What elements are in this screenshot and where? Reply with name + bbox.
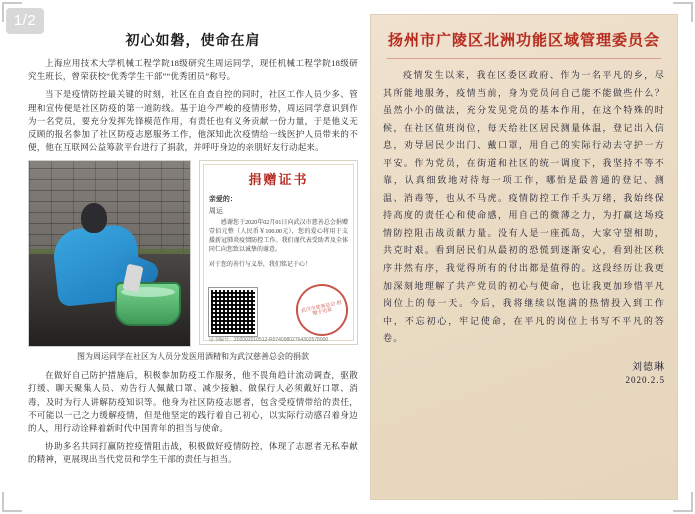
article-paragraph: 当下是疫情防控最关键的时刻，社区在自查自控的同时，社区工作人员少多、管理和宣传便是社区防疫的第一道防线。基于迫今严峻的疫情形势，周运同学意识到作为一名党员，要充分发挥先锋模范作用，有责任也有义务贡献一份力量，于是他义无反顾的报名参加了社区防疫志愿服务工作，他深知此次疫情给一线医护人员带来的不便，他在互联网公益筹款平台进行了捐款，并呼吁身边的亲朋好友行动起来。 xyxy=(28,89,358,153)
certificate-body-text: 感谢您于2020年02月01日向武汉市慈善总会捐赠壹佰元整（人民币￥100.00元），您的爱心将用于支援新冠肺炎疫情防控工作。我们谨代表受助者及全体同仁向您致以诚挚的谢意。 xyxy=(208,220,348,254)
photo-volunteer-head xyxy=(81,203,107,233)
charity-seal-stamp: 武汉市慈善总会 捐赠专用章 xyxy=(291,279,353,341)
letter-date: 2020.2.5 xyxy=(625,374,665,385)
volunteer-photo xyxy=(28,160,191,347)
certificate-number: 证书编号：202002010512-R07409802764302578900 xyxy=(208,337,329,344)
crop-mark-bottom-left xyxy=(2,492,22,512)
article-paragraph: 在做好自己防护措施后，积极参加防疫工作服务，他不畏角趋计流动调查，驱散打缓、聊天聚集人员、劝告行人佩戴口罩、减少接触、做保行人必须戴好口罩、消毒，及时为行人讲解防疫知识等。他身为社区防疫志愿者，包含受疫情带给的责任，不可能以一己之力缓解疫情，但是他坚定的践行着自己初心，以实际行动感召着身边的人，用行动诠释着新时代中国青年的担当与使命。 xyxy=(28,370,358,433)
letter-title-divider xyxy=(387,58,661,59)
certificate-title: 捐赠证书 xyxy=(248,172,309,188)
article-panel xyxy=(28,30,358,500)
donation-certificate xyxy=(199,160,358,345)
article-title: 初心如磐，使命在肩 xyxy=(125,34,261,49)
handwritten-letter-panel xyxy=(370,14,678,500)
certificate-salutation: 亲爱的： xyxy=(208,195,237,204)
article-media-row xyxy=(28,160,358,347)
certificate-donor-name: 周运 xyxy=(208,207,223,216)
donation-qr-code-icon xyxy=(209,288,257,336)
letter-title: 扬州市广陵区北洲功能区域管理委员会 xyxy=(387,33,660,49)
letter-body-text: 疫情发生以来，我在区委区政府、作为一名平凡的乡，尽其所能地服务，疫情当前，身为党员问自己能不能做些什么？虽然小小的做法，充分发见党员的基本作用，在这个特殊的时候，在社区值班岗位，每天给社区居民测量体温，登记出入信息，劝导居民少出门、戴口罩，用自己的实际行动去守护一方平安。作为党员，在街道和社区的统一调度下，我坚持不等不靠，认真细致地对待每一项工作，哪怕是最普通的登记、测温、消毒等，也从不马虎。疫情防控工作千头万绪，我始终保持高度的责任心和使命感，用自己的微薄之力，为打赢这场疫情防控阻击战贡献力量。没有人是一座孤岛，大家守望相助，共克时艰。看到居民们从最初的恐慌到逐渐安心，看到社区秩序井然有序，我觉得所有的付出都是值得的。这段经历让我更加深刻地理解了共产党员的初心与使命，也让我更加珍惜平凡岗位上的每一天。今后，我将继续以饱满的热情投入到工作中，不忘初心，牢记使命，在平凡的岗位上书写不平凡的答卷。 xyxy=(383,70,665,344)
certificate-footer-row xyxy=(209,284,348,336)
page-indicator-badge: 1/2 xyxy=(6,8,44,34)
article-paragraph: 协助多名共同打赢防控疫情阻击战，积极做好疫情防控，体现了志愿者无私奉献的精神，更展现出当代党员和学生干部的责任与担当。 xyxy=(28,441,358,465)
letter-signature: 刘德琳 xyxy=(632,361,665,373)
article-paragraph: 上海应用技术大学机械工程学院18级研究生周运同学，现任机械工程学院18级研究生班长，曾荣获校“优秀学生干部”“优秀团员”称号。 xyxy=(28,58,358,82)
figure-caption: 图为周运同学在社区为人员分发医用酒精和为武汉慈善总会的捐款 xyxy=(77,352,309,362)
certificate-thanks-text: 对于您的善行与义举，我们铭记于心！ xyxy=(208,262,311,269)
